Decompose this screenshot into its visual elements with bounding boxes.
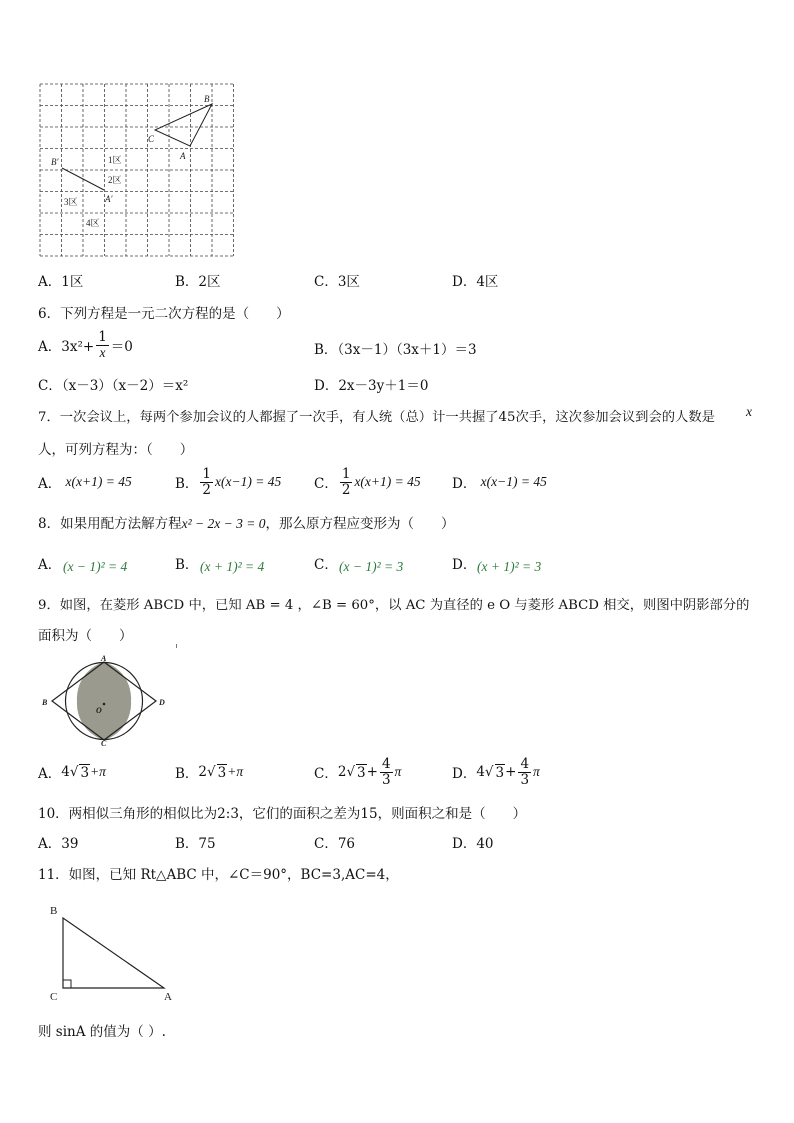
- q9-c-tail: π: [394, 764, 402, 779]
- q7-option-b: [175, 464, 281, 500]
- q10-option-b: B．75: [175, 836, 216, 852]
- q9-d-label: D．: [452, 766, 477, 782]
- q9-d-plus: +: [505, 764, 517, 780]
- q6-a-suffix: ＝0: [110, 339, 133, 355]
- q9-a-tail: +π: [90, 764, 106, 779]
- q10-option-a: A．39: [38, 836, 79, 852]
- q10-option-d: D．40: [452, 836, 494, 852]
- q7-a-expr: x(x+1) = 45: [65, 474, 132, 489]
- q7-a-label: A．: [38, 476, 62, 492]
- q9-a-coef: 4: [61, 764, 70, 780]
- grid-figure: [38, 82, 238, 260]
- q8-stem-pre: 8．如果用配方法解方程: [38, 516, 182, 532]
- q9-stem-line2: 面积为（ ）: [38, 628, 133, 644]
- right-triangle-figure: [44, 900, 184, 1006]
- fig11-label-b: B: [50, 905, 58, 917]
- q8-a-expr: (x − 1)² = 4: [63, 559, 128, 574]
- fig11-label-a: A: [164, 991, 172, 1003]
- label-a: A: [180, 151, 186, 161]
- q11-stem: 11．如图，已知 Rt△ABC 中，∠C＝90°，BC=3,AC=4，: [38, 867, 399, 883]
- label-b-prime: B': [51, 157, 59, 167]
- q7-stem-var: x: [746, 404, 752, 419]
- q5-option-d: D．4区: [452, 274, 499, 290]
- q6-option-d: D．2x－3y＋1＝0: [314, 378, 429, 394]
- q7-stem-line1: [38, 406, 715, 425]
- fig9-label-d: D: [159, 698, 165, 707]
- fig9-label-c: C: [101, 739, 107, 748]
- q11-question: 则 sinA 的值为（ ）.: [38, 1024, 166, 1040]
- q8-option-b: [175, 553, 198, 573]
- q7-b-frac-den: 2: [202, 481, 212, 498]
- q7-c-label: C．: [314, 476, 338, 492]
- q6-option-a: [38, 327, 133, 363]
- q8-option-a: [38, 553, 61, 573]
- q10-stem: 10．两相似三角形的相似比为2:3，它们的面积之差为15，则面积之和是（ ）: [38, 806, 527, 822]
- q7-option-d: [452, 464, 547, 500]
- q7-stem-line2: 人，可列方程为：（ ）: [38, 442, 194, 458]
- q8-b-expr: (x + 1)² = 4: [200, 559, 265, 574]
- q8-stem-post: ，那么原方程应变形为（ ）: [265, 516, 455, 532]
- q8-option-d: [452, 553, 476, 573]
- label-b: B: [204, 94, 210, 104]
- right-angle-mark: [63, 980, 71, 988]
- q7-stem-text: 7．一次会议上，每两个参加会议的人都握了一次手，有人统（总）计一共握了45次手，这次参加会议到会的人数是: [38, 410, 715, 425]
- triangle-abc: [155, 104, 212, 146]
- q9-c-frac-den: 3: [381, 771, 391, 788]
- q6-stem: 6．下列方程是一元二次方程的是（ ）: [38, 306, 290, 322]
- q8-d-label: D．: [452, 557, 477, 573]
- stray-mark: [176, 644, 177, 648]
- q8-stem: [38, 512, 454, 532]
- q9-d-coef: 4: [476, 764, 485, 780]
- q9-c-coef: 2: [337, 764, 347, 780]
- fig11-label-c: C: [50, 991, 58, 1003]
- triangle-abc-11: [63, 918, 164, 988]
- q9-c-frac-num: 4: [381, 756, 391, 773]
- region-3: 3区: [64, 197, 78, 207]
- fig9-label-o: O: [96, 706, 102, 715]
- q7-d-label: D．: [452, 476, 477, 492]
- q8-stem-eq: x² − 2x − 3 = 0: [181, 516, 266, 531]
- q9-b-tail: +π: [227, 764, 244, 779]
- q7-b-frac-num: 1: [202, 466, 212, 483]
- q6-a-frac-num: 1: [98, 329, 107, 346]
- q9-b-coef: 2: [198, 764, 208, 780]
- q8-d-expr: (x + 1)² = 3: [477, 559, 542, 574]
- q8-c-label: C．: [314, 557, 338, 573]
- q7-option-c: [314, 464, 421, 500]
- fig9-label-b: B: [42, 698, 48, 707]
- q9-option-b: B． 2 √ 3 +π: [175, 764, 244, 782]
- q8-a-label: A．: [38, 557, 62, 573]
- q6-a-prefix: A．3x²+: [38, 339, 95, 355]
- q9-option-a: A． 4 √ 3 +π: [38, 764, 106, 782]
- q8-b-label: B．: [175, 557, 199, 573]
- q9-d-rad: 3: [495, 764, 505, 781]
- q9-d-frac-num: 4: [520, 756, 530, 773]
- q9-c-label: C．: [314, 766, 338, 782]
- q5-option-a: A．1区: [38, 274, 84, 290]
- q10-option-c: C．76: [314, 836, 356, 852]
- q6-a-frac-den: x: [99, 344, 106, 360]
- q9-option-d: D． 4 √ 3 + $\frac{4}{3}$ π: [452, 756, 540, 788]
- q8-option-c: [314, 553, 338, 573]
- q7-d-expr: x(x−1) = 45: [480, 474, 547, 489]
- q9-a-rad: 3: [80, 764, 90, 781]
- q5-option-b: B．2区: [175, 274, 221, 290]
- center-dot: [103, 703, 106, 706]
- label-a-prime: A': [105, 194, 113, 204]
- rhombus-figure: [38, 652, 178, 748]
- fig9-label-a: A: [101, 654, 107, 663]
- region-2: 2区: [108, 175, 122, 185]
- q7-c-expr: x(x+1) = 45: [354, 474, 421, 489]
- region-1: 1区: [108, 155, 122, 165]
- q7-b-expr: x(x−1) = 45: [215, 474, 282, 489]
- q6-option-c: C．（x－3）（x－2）＝x²: [38, 378, 189, 394]
- q9-stem-line1: 9．如图，在菱形 ABCD 中，已知 AB = 4 ，∠B = 60°，以 AC 为直径的 e O 与菱形 ABCD 相交，则图中阴影部分的: [38, 598, 750, 613]
- q7-c-frac-num: 1: [341, 466, 351, 483]
- q7-option-a: [38, 464, 132, 500]
- q6-option-b: B．（3x－1）（3x＋1）＝3: [314, 342, 477, 358]
- q9-a-label: A．: [38, 766, 62, 782]
- q9-c-plus: +: [366, 764, 378, 780]
- q7-b-label: B．: [175, 476, 199, 492]
- region-4: 4区: [86, 218, 100, 228]
- q8-c-expr: (x − 1)² = 3: [339, 559, 404, 574]
- label-c: C: [148, 134, 155, 144]
- q7-c-frac-den: 2: [341, 481, 351, 498]
- q9-b-label: B．: [175, 766, 199, 782]
- q9-d-tail: π: [533, 764, 540, 779]
- q5-option-c: C．3区: [314, 274, 360, 290]
- q9-b-rad: 3: [217, 764, 227, 781]
- shaded-region: [77, 662, 131, 740]
- q9-c-rad: 3: [357, 764, 366, 781]
- q9-d-frac-den: 3: [520, 771, 530, 788]
- q9-option-c: C． 2 √ 3 + $\frac{4}{3}$ π: [314, 756, 402, 788]
